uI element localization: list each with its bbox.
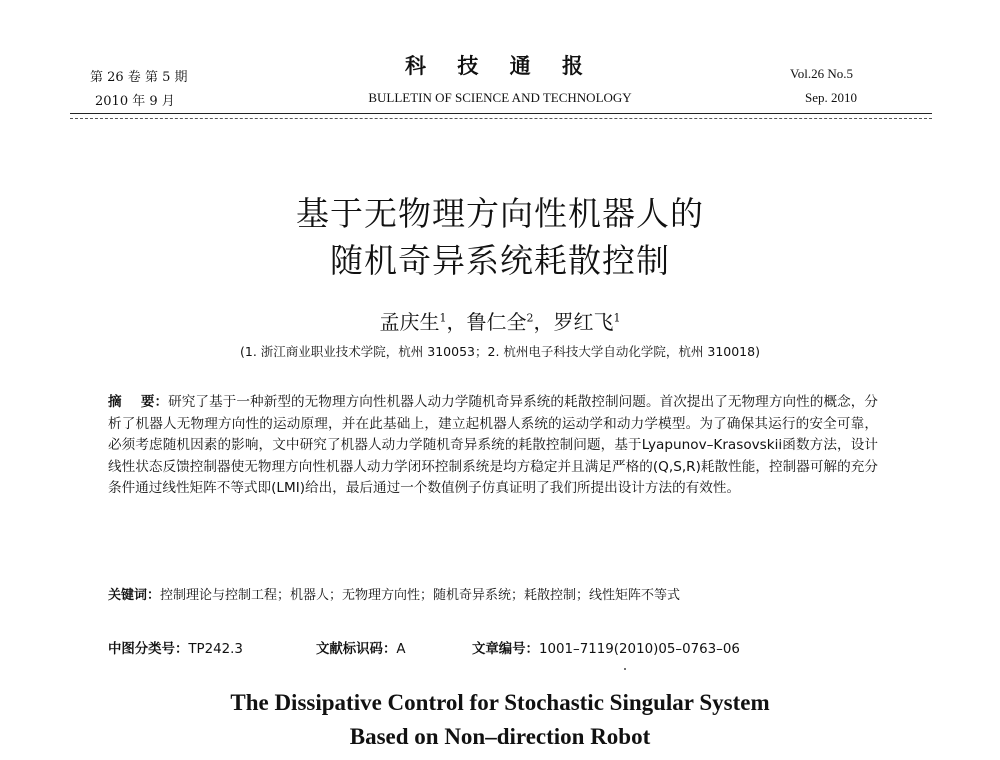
abstract-label: 摘 要：: [108, 394, 169, 410]
clc-label: 中图分类号：: [108, 642, 189, 657]
abstract-text: 研究了基于一种新型的无物理方向性机器人动力学随机奇异系统的耗散控制问题。首次提出了无物理方向性的概念，分析了机器人无物理方向性的运动原理，并在此基础上，建立起机器人系统的运动学和动力学模型。为了确保其运行的安全可靠，必须考虑随机因素的影响，文中研究了机器人动力学随机奇异系统的耗散控制问题，基于Lyapunov–Krasovskii函数方法，设计线性状态反馈控制器使无物理方向性机器人动力学闭环控制系统是均方稳定并且满足严格的(Q,S,R)耗散性能，控制器可解的充分条件通过线性矩阵不等式即(LMI)给出，最后通过一个数值例子仿真证明了我们所提出设计方法的有效性。: [108, 394, 878, 497]
author-separator: ，: [533, 310, 554, 334]
clc-number: [108, 638, 243, 657]
author-name: 鲁仁全: [466, 310, 527, 334]
title-line-2: 随机奇异系统耗散控制: [330, 241, 670, 280]
scan-speck: [624, 668, 626, 670]
article-number: [472, 638, 740, 657]
title-line-1: 基于无物理方向性机器人的: [296, 194, 704, 233]
keywords: [108, 584, 878, 603]
clc-value: TP242.3: [188, 642, 243, 657]
journal-name-cn: 科 技 通 报: [405, 54, 595, 78]
article-number-label: 文章编号：: [472, 642, 539, 657]
date-en: Sep. 2010: [805, 90, 857, 105]
journal-name-en: BULLETIN OF SCIENCE AND TECHNOLOGY: [368, 90, 632, 105]
header-rule-bottom: [70, 118, 932, 119]
affiliations: (1. 浙江商业职业技术学院，杭州 310053；2. 杭州电子科技大学自动化学院，杭州 310018): [240, 344, 760, 359]
header-rule-top: [70, 113, 932, 114]
english-title-line-1: The Dissipative Control for Stochastic Singular System: [230, 690, 770, 715]
article-number-value: 1001–7119(2010)05–0763–06: [538, 642, 740, 657]
doc-code-label: 文献标识码：: [316, 642, 397, 657]
author-name: 罗红飞: [553, 310, 614, 334]
author-list: [0, 306, 1000, 335]
document-code: [316, 638, 406, 657]
english-title-line-2: Based on Non–direction Robot: [349, 724, 651, 749]
author-separator: ，: [446, 310, 467, 334]
doc-code-value: A: [396, 642, 406, 657]
volume-issue-en: Vol.26 No.5: [790, 66, 853, 81]
date-cn: 2010 年 9 月: [95, 94, 175, 109]
keywords-text: 控制理论与控制工程；机器人；无物理方向性；随机奇异系统；耗散控制；线性矩阵不等式: [160, 588, 681, 603]
author-affil-mark: 1: [439, 311, 447, 325]
abstract: [108, 392, 878, 500]
author-name: 孟庆生: [379, 310, 440, 334]
author-affil-mark: 1: [613, 311, 621, 325]
keywords-label: 关键词：: [108, 588, 161, 603]
volume-issue-cn: 第 26 卷 第 5 期: [90, 70, 188, 85]
author-affil-mark: 2: [526, 311, 534, 325]
